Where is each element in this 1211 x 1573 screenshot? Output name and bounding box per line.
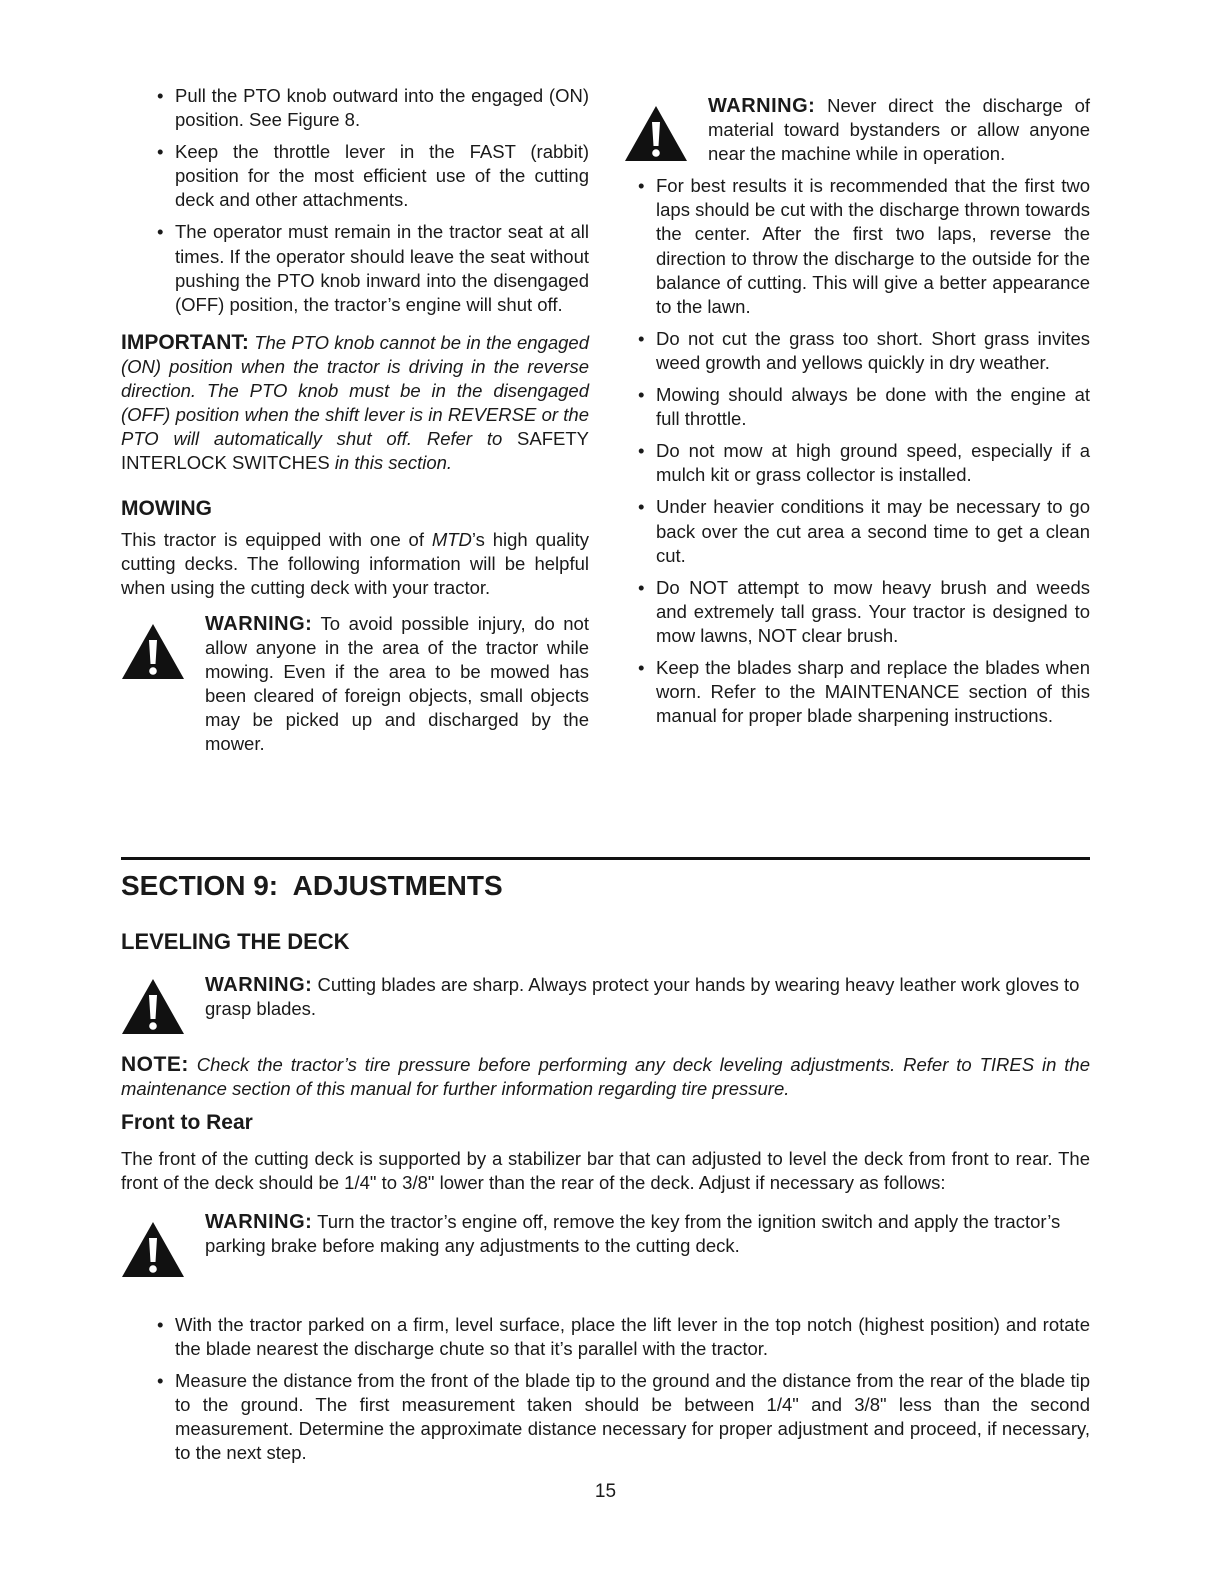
list-item: • Measure the distance from the front of the blade tip to the ground and the distance from the rear of the blade tip to the ground. The first measurement taken should be between 1/4" and 3/8" less than the second measurement. Determine the approximate distance necessary for proper adjustment and proceed, if necessary, to the next step. [151, 1369, 1090, 1465]
leveling-heading: LEVELING THE DECK [121, 929, 350, 954]
left-column [121, 84, 589, 756]
warning-triangle-icon [121, 1220, 185, 1278]
warning-text: Cutting blades are sharp. Always protect your hands by wearing heavy leather work gloves to grasp blades. [205, 974, 1080, 1020]
list-item: • Do not mow at high ground speed, especially if a mulch kit or grass collector is installed. [632, 439, 1090, 487]
warning-text: To avoid possible injury, do not allow anyone in the area of the tractor while mowing. Even if the area to be mowed has been cleared of foreign objects, small objects may be picked up and discharged by the mower. [205, 612, 589, 755]
note-label: NOTE: [121, 1053, 189, 1076]
important-label: IMPORTANT: [121, 330, 249, 354]
mowing-heading: MOWING [121, 497, 212, 521]
mowing-intro [121, 528, 589, 600]
list-item: • Keep the throttle lever in the FAST (rabbit) position for the most efficient use of the cutting deck and other attachments. [151, 140, 589, 212]
list-item: • Under heavier conditions it may be necessary to go back over the cut area a second time to get a clean cut. [632, 495, 1090, 567]
list-item: • Do NOT attempt to mow heavy brush and weeds and extremely tall grass. Your tractor is designed to mow lawns, NOT clear brush. [632, 576, 1090, 648]
discharge-warning-text [708, 94, 1090, 166]
list-item: • For best results it is recommended that the first two laps should be cut with the discharge thrown towards the center. After the first two laps, reverse the direction to throw the discharge to the outside for the balance of cutting. This will give a better appearance to the lawn. [632, 174, 1090, 319]
warning-triangle-icon [121, 977, 185, 1035]
mowing-warning-text [205, 612, 589, 757]
front-rear-text: The front of the cutting deck is supported by a stabilizer bar that can adjusted to level the deck from front to rear. The front of the deck should be 1/4" to 3/8" lower than the rear of the deck. Adjust if necessary as follows: [121, 1148, 1090, 1194]
list-item: • Mowing should always be done with the engine at full throttle. [632, 383, 1090, 431]
list-item: • The operator must remain in the tractor seat at all times. If the operator should leave the seat without pushing the PTO knob inward into the disengaged (OFF) position, the tractor’s engine will shut off. [151, 220, 589, 316]
front-rear-heading: Front to Rear [121, 1111, 253, 1134]
warning-label: WARNING: [205, 974, 313, 996]
list-item: • With the tractor parked on a firm, level surface, place the lift lever in the top notch (highest position) and rotate the blade nearest the discharge chute so that it’s parallel with the tractor. [151, 1313, 1090, 1361]
important-notice [121, 331, 589, 476]
page-number: 15 [594, 1481, 617, 1502]
right-bullet-list [632, 174, 1090, 728]
warning-text: Turn the tractor’s engine off, remove the key from the ignition switch and apply the tractor’s parking brake before making any adjustments to the cutting deck. [205, 1211, 1061, 1257]
list-item: • Keep the blades sharp and replace the blades when worn. Refer to the MAINTENANCE section of this manual for proper blade sharpening instructions. [632, 656, 1090, 728]
list-item: • Pull the PTO knob outward into the engaged (ON) position. See Figure 8. [151, 84, 589, 132]
adjustment-steps [151, 1313, 1090, 1474]
left-bullet-list [151, 84, 589, 317]
right-column [624, 94, 1090, 736]
section-title: SECTION 9: ADJUSTMENTS [121, 870, 503, 901]
important-text: The PTO knob cannot be in the engaged (ON) position when the tractor is driving in the reverse direction. The PTO knob must be in the disengaged (OFF) position when the shift lever is in REVERSE or the PTO will automatically shut off. Refer to [121, 331, 589, 450]
tire-note [121, 1053, 1090, 1101]
engine-warning-text [205, 1210, 1090, 1258]
discharge-warning [624, 94, 1090, 166]
brand-name: MTD [431, 528, 472, 550]
mowing-warning [121, 612, 589, 757]
warning-label: WARNING: [205, 612, 313, 635]
engine-warning [121, 1210, 1090, 1258]
blade-warning [121, 973, 1090, 1021]
list-item: • Do not cut the grass too short. Short grass invites weed growth and yellows quickly in dry weather. [632, 327, 1090, 375]
adjustment-bullet-list [151, 1313, 1090, 1466]
mowing-intro-text: This tractor is equipped with one of [121, 528, 424, 550]
blade-warning-text [205, 973, 1090, 1021]
warning-text: Never direct the discharge of material toward bystanders or allow anyone near the machine while in operation. [708, 95, 1090, 165]
important-text-end: in this section. [334, 452, 453, 474]
section-divider [121, 857, 1090, 860]
note-text: Check the tractor’s tire pressure before performing any deck leveling adjustments. Refer to TIRES in the maintenance section of this manual for further information regarding tire pressure. [121, 1054, 1091, 1100]
mowing-intro-text-end: ’s high quality cutting decks. The following information will be helpful when using the cutting deck with your tractor. [121, 528, 590, 598]
warning-label: WARNING: [205, 1211, 313, 1233]
warning-triangle-icon [624, 104, 688, 162]
warning-label: WARNING: [708, 95, 816, 117]
important-reference: SAFETY INTERLOCK SWITCHES [121, 428, 589, 474]
warning-triangle-icon [121, 622, 185, 680]
